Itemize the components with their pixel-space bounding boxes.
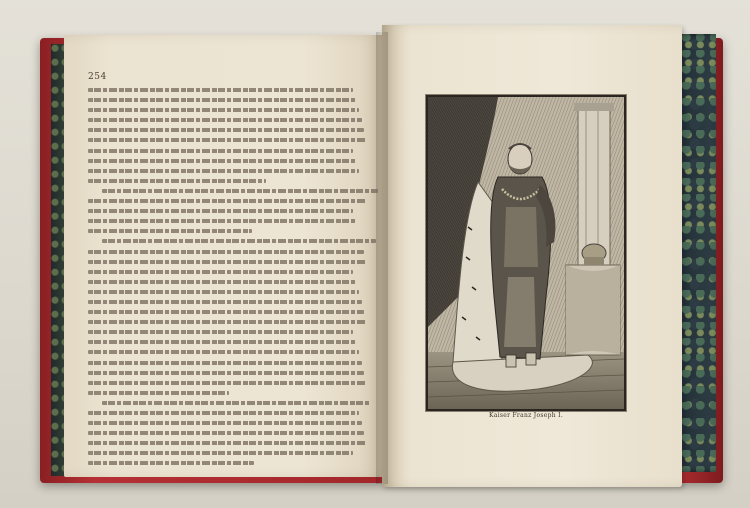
text-line — [88, 441, 367, 445]
text-line — [88, 108, 359, 112]
text-line — [88, 421, 362, 425]
text-line — [88, 159, 356, 163]
text-line — [88, 461, 254, 465]
text-line — [88, 350, 359, 354]
text-line — [88, 128, 364, 132]
book-gutter — [376, 32, 388, 484]
body-text-block — [88, 88, 370, 472]
text-line — [88, 330, 353, 334]
text-line — [88, 310, 364, 314]
text-line — [88, 361, 362, 365]
text-line — [88, 209, 353, 213]
text-line — [88, 411, 359, 415]
portrait-engraving — [428, 97, 624, 409]
text-line — [88, 179, 266, 183]
text-line — [88, 280, 356, 284]
text-line — [88, 219, 356, 223]
text-line — [88, 260, 367, 264]
text-line — [102, 189, 378, 193]
text-line — [88, 290, 359, 294]
text-line — [88, 371, 364, 375]
column — [578, 107, 610, 267]
text-line — [88, 300, 362, 304]
text-line — [88, 250, 364, 254]
text-line — [88, 138, 367, 142]
text-line — [88, 340, 356, 344]
text-line — [88, 431, 364, 435]
text-line — [88, 199, 367, 203]
text-line — [88, 118, 362, 122]
text-line — [88, 391, 229, 395]
boot-right — [526, 353, 536, 365]
text-line — [102, 401, 370, 405]
text-line — [88, 229, 252, 233]
text-line — [88, 381, 367, 385]
text-line — [88, 320, 367, 324]
text-line — [88, 88, 353, 92]
text-line — [102, 239, 376, 243]
text-line — [88, 149, 353, 153]
boot-left — [506, 355, 516, 367]
engraving-caption: Kaiser Franz Joseph I. — [488, 412, 564, 419]
text-line — [88, 169, 359, 173]
page-number: 254 — [88, 72, 107, 82]
text-line — [88, 451, 353, 455]
text-line — [88, 270, 353, 274]
text-line — [88, 98, 356, 102]
